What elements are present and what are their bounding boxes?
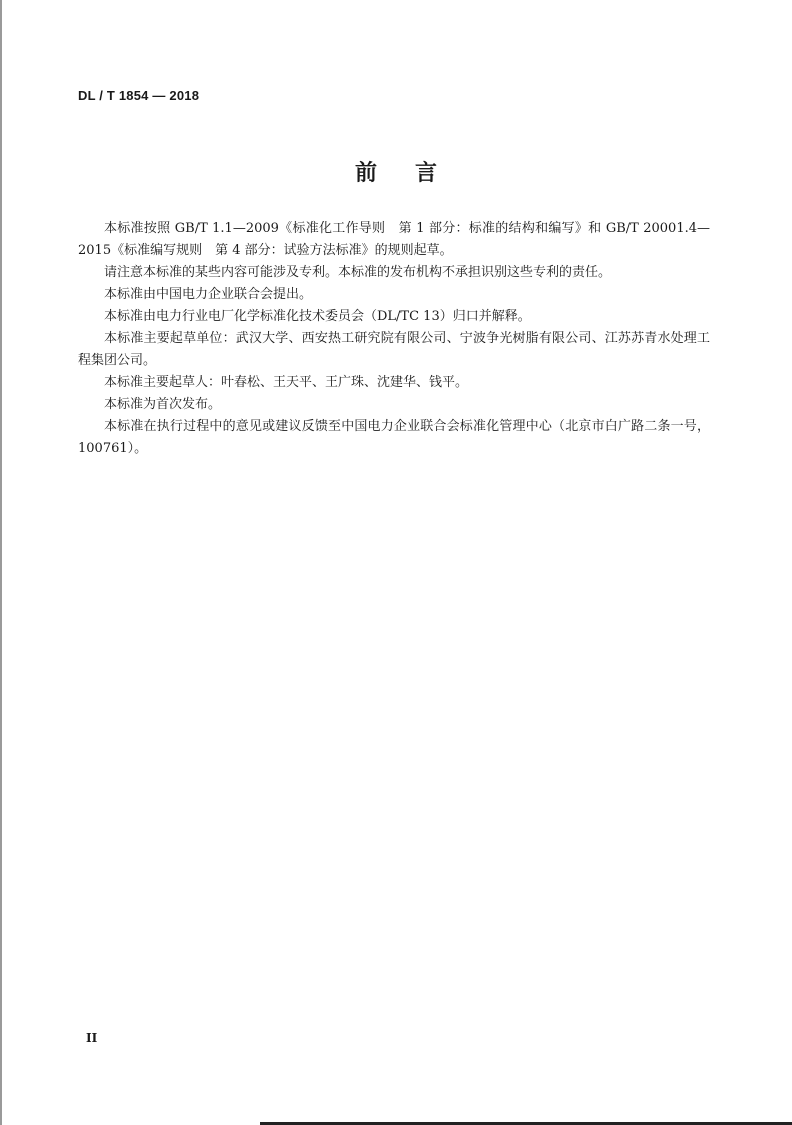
paragraph-drafters: 本标准主要起草人：叶春松、王天平、王广珠、沈建华、钱平。	[104, 375, 469, 390]
page-title: 前言	[354, 161, 475, 186]
paragraph-drafting-units: 本标准主要起草单位：武汉大学、西安热工研究院有限公司、宁波争光树脂有限公司、江苏苏青水处理工程集团公司。	[78, 331, 710, 368]
foreword-body	[78, 218, 710, 460]
paragraph-patent-notice: 请注意本标准的某些内容可能涉及专利。本标准的发布机构不承担识别这些专利的责任。	[104, 265, 612, 280]
paragraph-administered-by: 本标准由电力行业电厂化学标准化技术委员会（DL/TC 13）归口并解释。	[104, 309, 531, 324]
page-number: II	[86, 1031, 98, 1045]
standard-number: DL / T 1854 — 2018	[78, 88, 200, 103]
paragraph-drafting-rules: 本标准按照 GB/T 1.1—2009《标准化工作导则 第 1 部分：标准的结构和编写》和 GB/T 20001.4—2015《标准编写规则 第 4 部分：试验方法标准》的规则起草。	[78, 221, 710, 258]
paragraph-first-edition: 本标准为首次发布。	[104, 397, 222, 412]
paragraph-feedback: 本标准在执行过程中的意见或建议反馈至中国电力企业联合会标准化管理中心（北京市白广路二条一号，100761）。	[78, 419, 710, 456]
paragraph-proposed-by: 本标准由中国电力企业联合会提出。	[104, 287, 313, 302]
